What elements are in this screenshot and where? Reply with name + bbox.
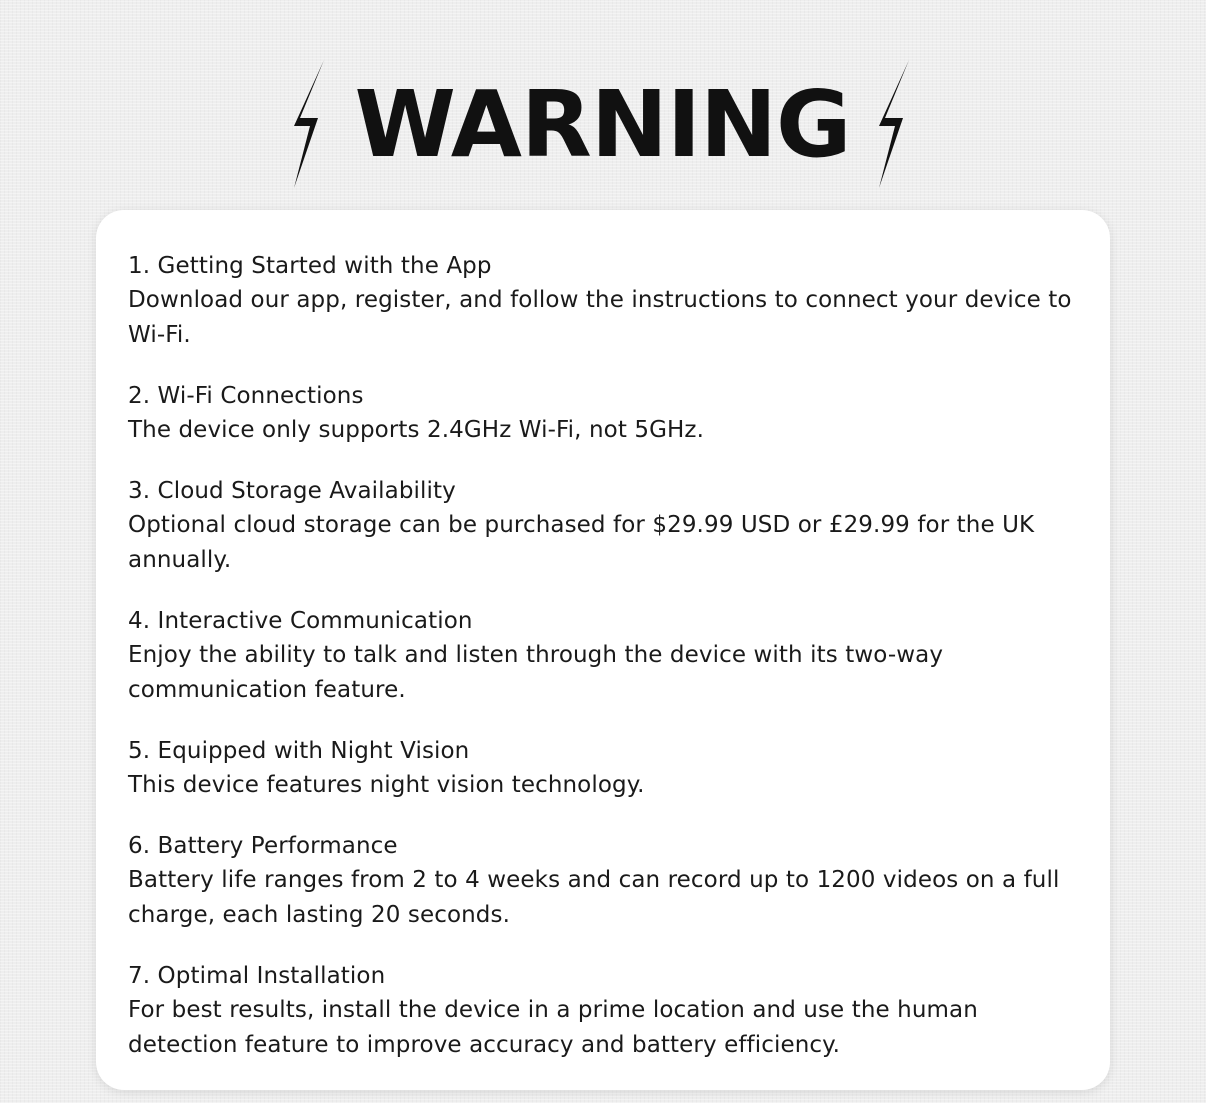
item-body: Battery life ranges from 2 to 4 weeks and can record up to 1200 videos on a full charge, each lasting 20 seconds. bbox=[128, 867, 1060, 928]
item-title: 5. Equipped with Night Vision bbox=[128, 738, 470, 764]
item-title: 4. Interactive Communication bbox=[128, 608, 473, 634]
item-body: Optional cloud storage can be purchased for $29.99 USD or £29.99 for the UK annually. bbox=[128, 512, 1035, 573]
item-title: 3. Cloud Storage Availability bbox=[128, 478, 456, 504]
item-body: Enjoy the ability to talk and listen through the device with its two-way communication feature. bbox=[128, 642, 944, 703]
list-item bbox=[128, 475, 1088, 578]
item-title: 6. Battery Performance bbox=[128, 833, 398, 859]
item-title: 7. Optimal Installation bbox=[128, 963, 386, 989]
item-body: This device features night vision technology. bbox=[128, 772, 645, 798]
item-title: 1. Getting Started with the App bbox=[128, 253, 492, 279]
warning-list bbox=[128, 250, 1088, 1063]
list-item bbox=[128, 830, 1088, 933]
item-title: 2. Wi-Fi Connections bbox=[128, 383, 364, 409]
lightning-bolt-icon bbox=[875, 58, 915, 190]
warning-card bbox=[96, 210, 1110, 1090]
lightning-bolt-icon bbox=[290, 58, 330, 190]
list-item bbox=[128, 250, 1088, 353]
list-item bbox=[128, 735, 1088, 803]
item-body: The device only supports 2.4GHz Wi-Fi, not 5GHz. bbox=[128, 417, 704, 443]
warning-header bbox=[0, 54, 1206, 194]
list-item bbox=[128, 605, 1088, 708]
list-item bbox=[128, 960, 1088, 1063]
item-body: Download our app, register, and follow the instructions to connect your device to Wi-Fi. bbox=[128, 287, 1072, 348]
item-body: For best results, install the device in a prime location and use the human detection feature to improve accuracy and battery efficiency. bbox=[128, 997, 978, 1058]
page-title: WARNING bbox=[354, 71, 851, 178]
list-item bbox=[128, 380, 1088, 448]
